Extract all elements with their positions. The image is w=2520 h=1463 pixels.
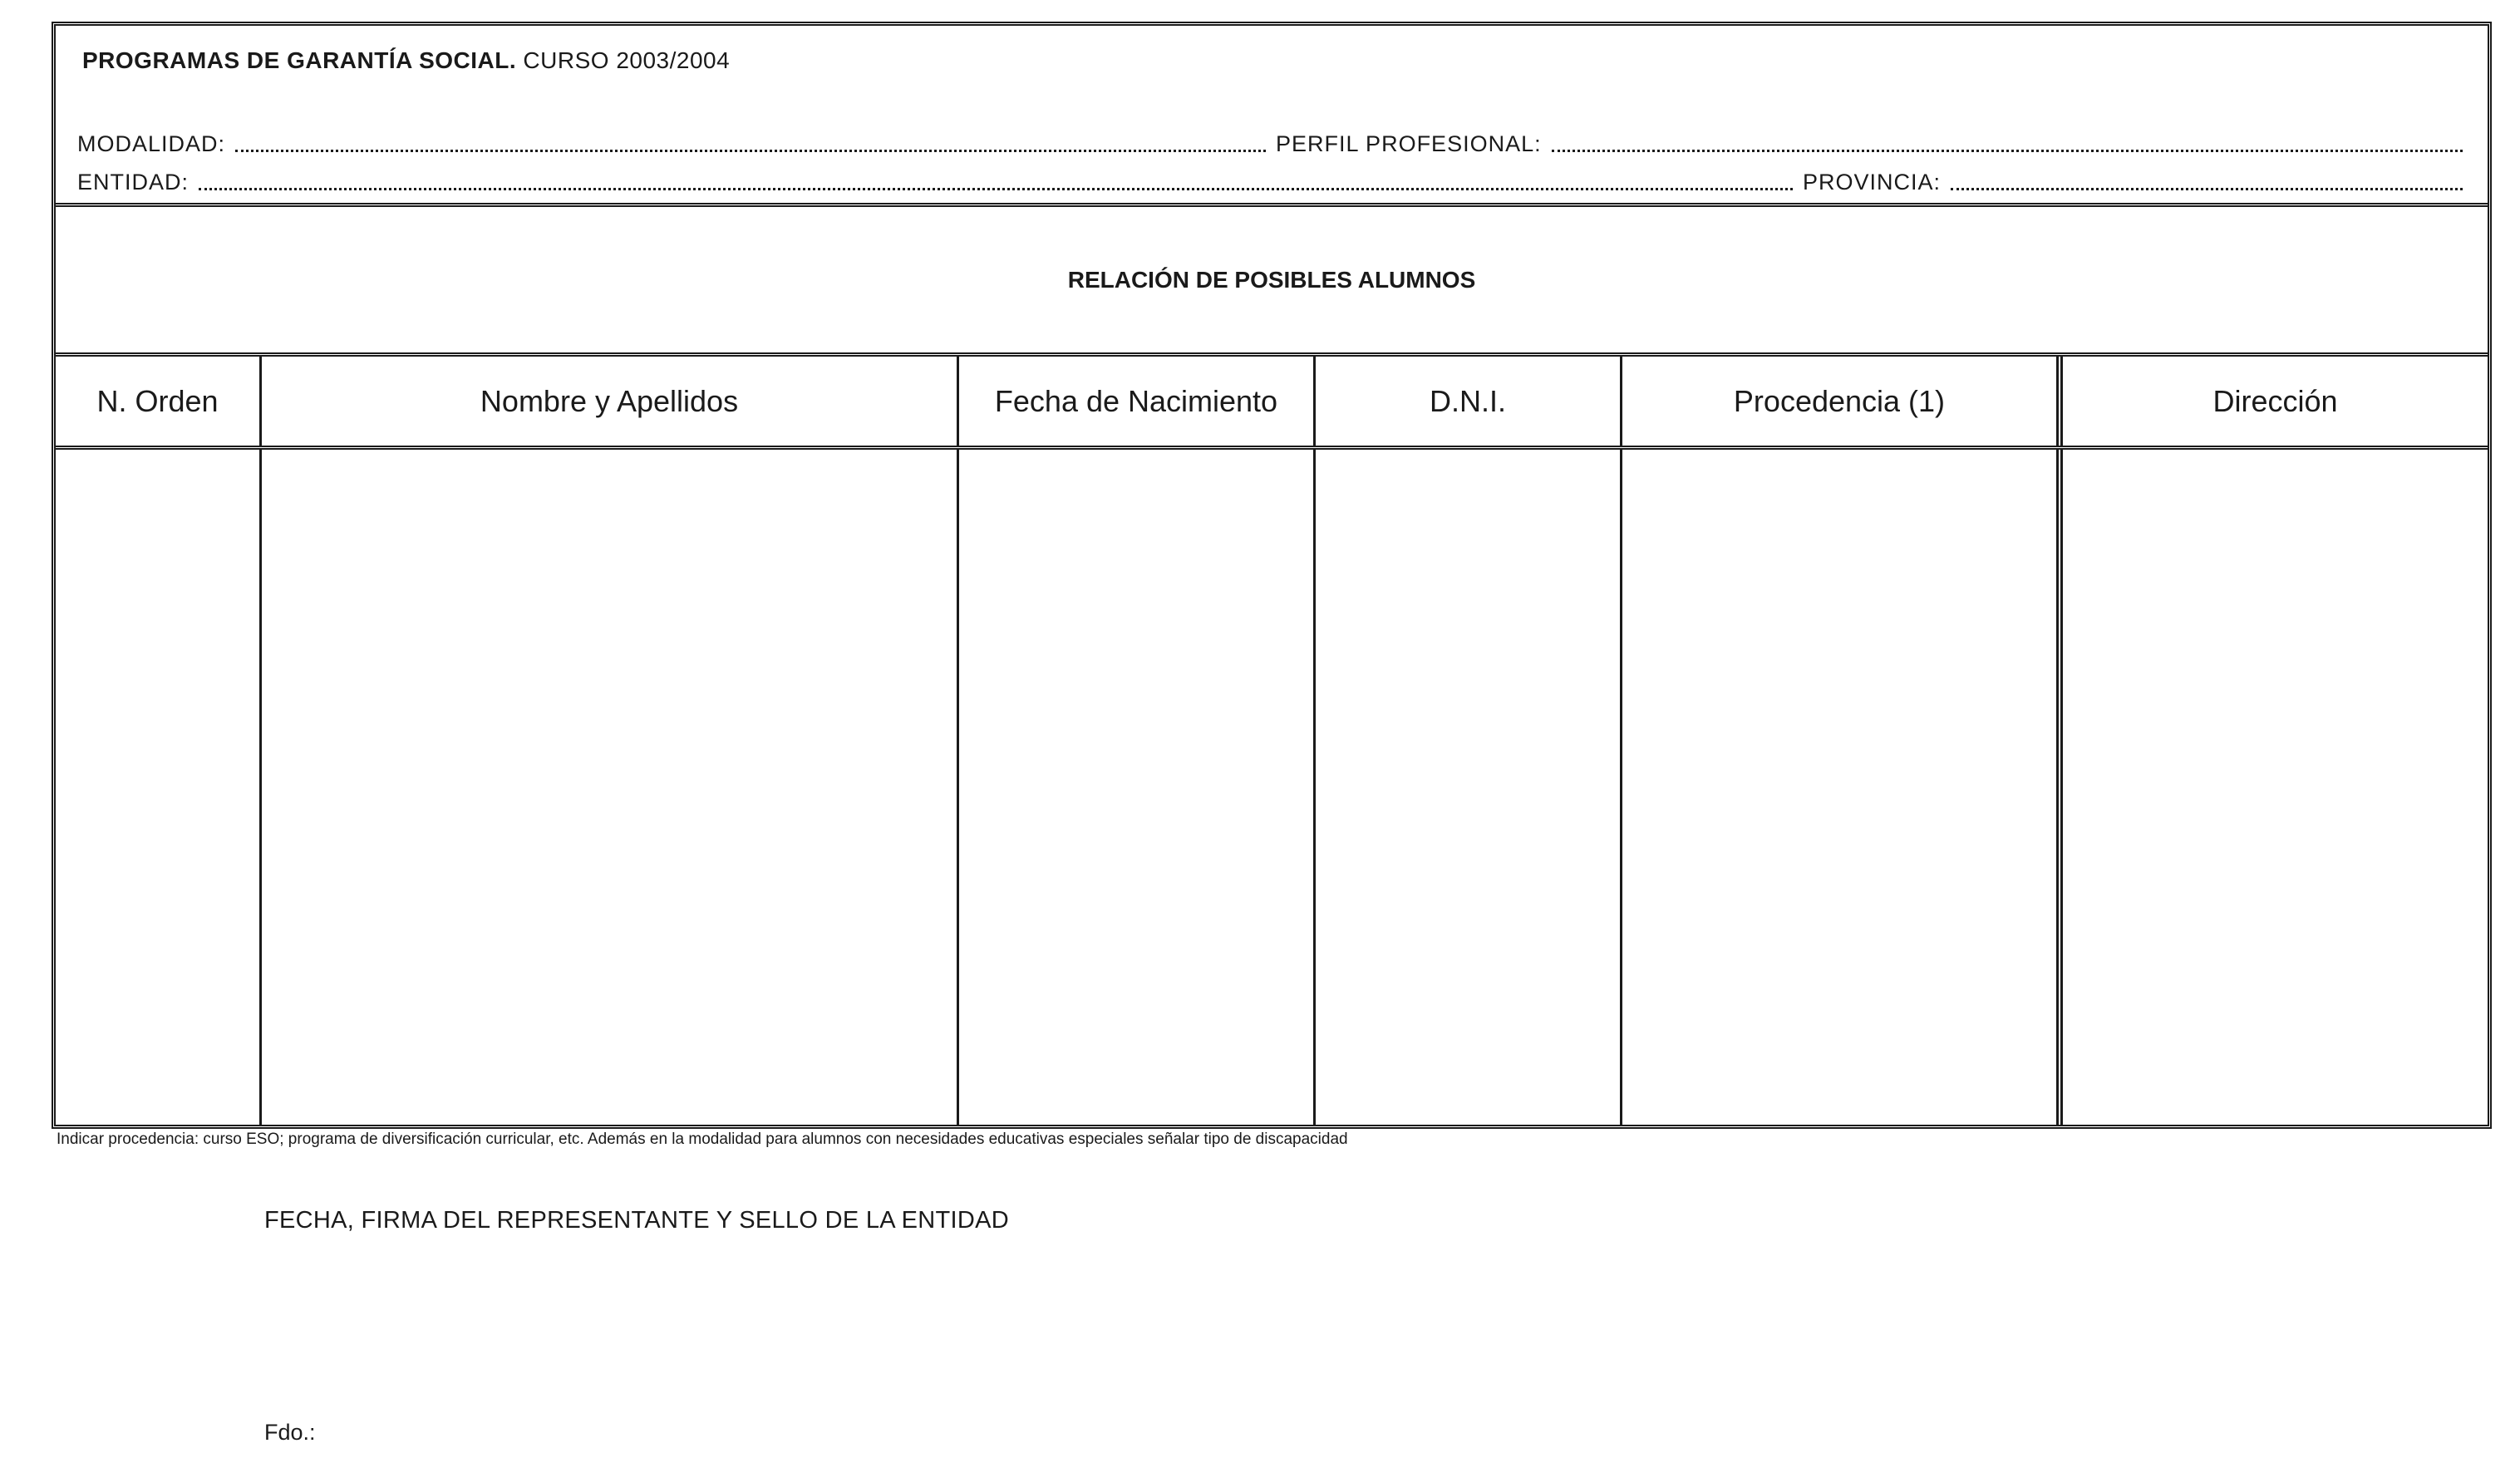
modalidad-label: MODALIDAD: <box>77 131 226 156</box>
column-header-nombre: Nombre y Apellidos <box>480 383 739 418</box>
section-title: RELACIÓN DE POSIBLES ALUMNOS <box>56 207 2488 357</box>
column-header-fecha-nacimiento: Fecha de Nacimiento <box>994 383 1278 418</box>
column-divider <box>1313 450 1316 1125</box>
footnote: Indicar procedencia: curso ESO; programa de diversificación curricular, etc. Además en la modalidad para alumnos con necesidades educativas especiales señalar tipo de discapacidad <box>57 1130 1348 1148</box>
form-header <box>56 26 2488 207</box>
entidad-field[interactable] <box>199 188 1793 190</box>
entidad-provincia-line <box>77 167 2463 195</box>
column-header-direccion: Dirección <box>2212 383 2338 418</box>
column-divider <box>957 450 959 1125</box>
perfil-profesional-label: PERFIL PROFESIONAL: <box>1276 131 1542 156</box>
fdo-label: Fdo.: <box>264 1420 316 1445</box>
modalidad-perfil-line <box>77 129 2463 157</box>
column-divider <box>1620 450 1622 1125</box>
modalidad-field[interactable] <box>235 150 1266 152</box>
entidad-label: ENTIDAD: <box>77 170 189 195</box>
column-header-procedencia: Procedencia (1) <box>1733 383 1946 418</box>
table-header <box>56 357 2488 450</box>
provincia-label: PROVINCIA: <box>1803 170 1942 195</box>
column-divider <box>2056 357 2063 446</box>
form-title-course: CURSO 2003/2004 <box>523 47 731 73</box>
signature-label: FECHA, FIRMA DEL REPRESENTANTE Y SELLO DE LA ENTIDAD <box>264 1207 1010 1234</box>
column-divider <box>259 450 262 1125</box>
form-title-bold: PROGRAMAS DE GARANTÍA SOCIAL. <box>82 47 517 73</box>
provincia-field[interactable] <box>1951 188 2463 190</box>
form-frame <box>52 22 2492 1129</box>
column-divider <box>2056 450 2063 1125</box>
perfil-profesional-field[interactable] <box>1552 150 2463 152</box>
table-body[interactable] <box>56 450 2488 1125</box>
form-title <box>82 47 730 74</box>
column-header-orden: N. Orden <box>96 383 219 418</box>
column-header-dni: D.N.I. <box>1429 383 1506 418</box>
